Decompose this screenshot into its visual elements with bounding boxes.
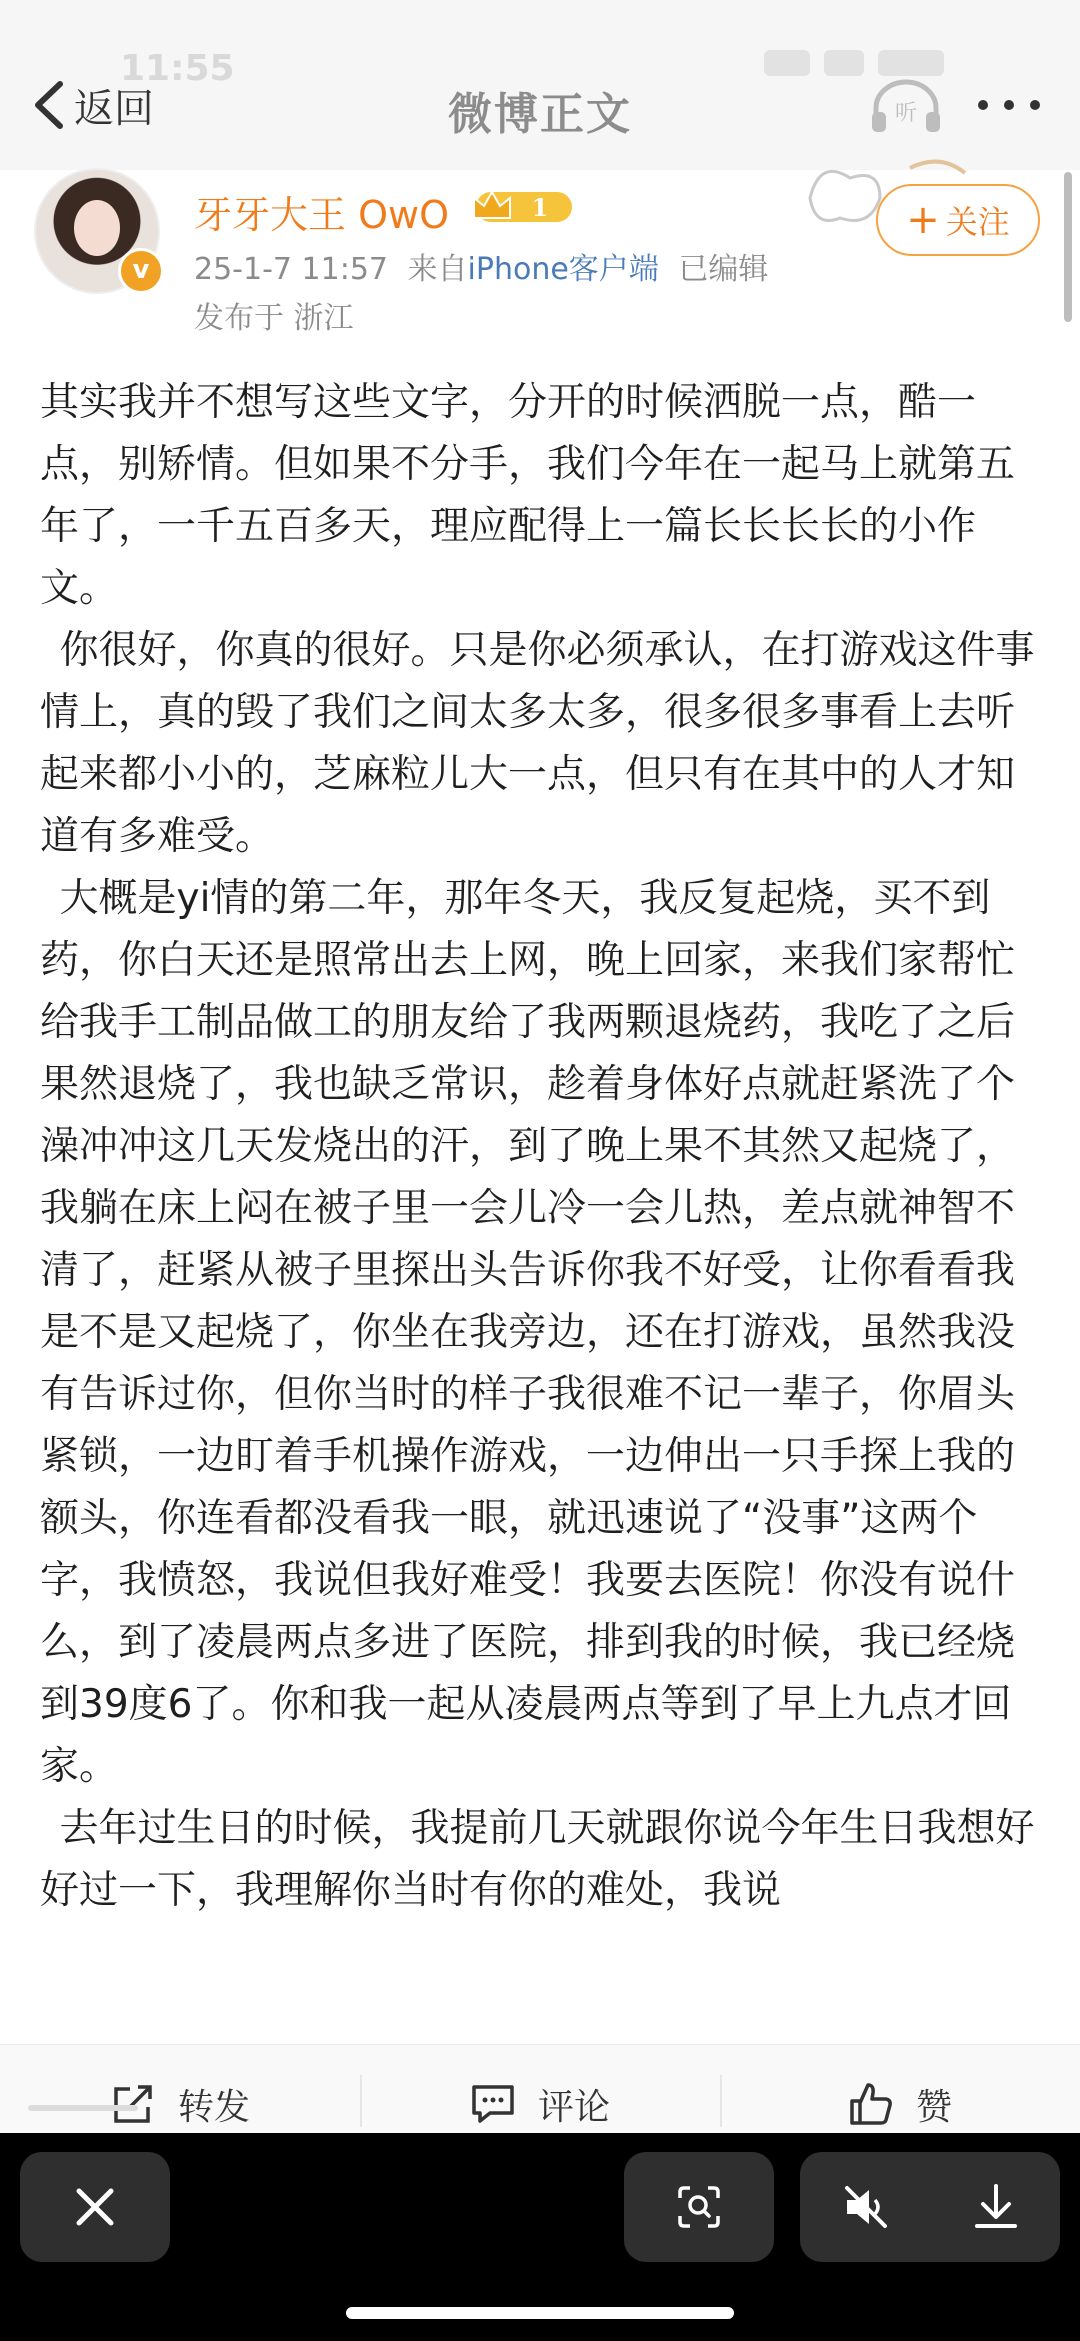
back-label: 返回 bbox=[74, 85, 154, 132]
edited-label[interactable]: 已编辑 bbox=[678, 252, 769, 287]
like-label: 赞 bbox=[915, 2086, 952, 2128]
home-indicator[interactable] bbox=[346, 2307, 734, 2319]
horizontal-scroll-indicator bbox=[28, 2105, 138, 2111]
post-paragraph: 你很好，你真的很好。只是你必须承认，在打游戏这件事情上，真的毁了我们之间太多太多，很多很多事看上去听起来都小小的，芝麻粒儿大一点，但只有在其中的人才知道有多难受。 bbox=[40, 628, 1035, 859]
close-button[interactable] bbox=[20, 2152, 170, 2262]
page-title: 微博正文 bbox=[448, 89, 632, 140]
close-icon bbox=[73, 2185, 117, 2229]
follow-button[interactable]: + 关注 bbox=[876, 184, 1040, 256]
post-meta bbox=[194, 244, 768, 288]
post-paragraph: 大概是yi情的第二年，那年冬天，我反复起烧，买不到药，你白天还是照常出去上网，晚上回家，来我们家帮忙给我手工制品做工的朋友给了我两颗退烧药，我吃了之后果然退烧了，我也缺乏常识，趁着身体好点就赶紧洗了个澡冲冲这几天发烧出的汗，到了晚上果不其然又起烧了，我躺在床上闷在被子里一会儿冷一会儿热，差点就神智不清了，赶紧从被子里探出头告诉你我不好受，让你看看我是不是又起烧了，你坐在我旁边，还在打游戏，虽然我没有告诉过你，但你当时的样子我很难不记一辈子，你眉头紧锁，一边盯着手机操作游戏，一边伸出一只手探上我的额头，你连看都没看我一眼，就迅速说了“没事”这两个字，我愤怒，我说但我好难受！我要去医院！你没有说什么，到了凌晨两点多进了医院，排到我的时候，我已经烧到39度6了。你和我一起从凌晨两点等到了早上九点才回家。 bbox=[40, 876, 1016, 1789]
repost-label: 转发 bbox=[177, 2086, 250, 2128]
status-bar-time: 11:55 bbox=[120, 48, 235, 89]
media-controls bbox=[800, 2152, 1060, 2262]
verified-badge-icon: v bbox=[118, 248, 164, 294]
scan-search-icon bbox=[676, 2184, 722, 2230]
thumbs-up-icon bbox=[848, 2081, 894, 2127]
author-name[interactable]: 牙牙大王 OwO bbox=[194, 193, 449, 237]
post-time: 25-1-7 11:57 bbox=[194, 252, 388, 287]
svg-text:1: 1 bbox=[531, 193, 549, 222]
post-paragraph: 其实我并不想写这些文字，分开的时候洒脱一点，酷一点，别矫情。但如果不分手，我们今年在一起马上就第五年了，一千五百多天，理应配得上一篇长长长长的小作文。 bbox=[40, 380, 1016, 611]
comment-icon bbox=[470, 2081, 516, 2127]
post-content bbox=[40, 372, 1040, 1922]
mute-icon[interactable] bbox=[841, 2182, 891, 2232]
share-icon bbox=[110, 2081, 156, 2127]
headphones-icon bbox=[868, 78, 944, 134]
svg-text:听: 听 bbox=[894, 101, 918, 126]
from-prefix: 来自 bbox=[407, 252, 468, 287]
post-location: 发布于 浙江 bbox=[194, 301, 354, 336]
download-icon[interactable] bbox=[973, 2182, 1019, 2232]
scrollbar[interactable] bbox=[1064, 172, 1072, 322]
more-options-button[interactable] bbox=[978, 95, 1040, 115]
comment-label: 评论 bbox=[537, 2086, 610, 2128]
top-nav-bar bbox=[0, 0, 1080, 170]
post-paragraph: 去年过生日的时候，我提前几天就跟你说今年生日我想好好过一下，我理解你当时有你的难处，我说 bbox=[40, 1806, 1035, 1913]
post-source[interactable]: iPhone客户端 bbox=[467, 252, 659, 287]
vip-crown-icon bbox=[470, 186, 576, 226]
listen-button[interactable] bbox=[868, 78, 944, 134]
scan-button[interactable] bbox=[624, 2152, 774, 2262]
